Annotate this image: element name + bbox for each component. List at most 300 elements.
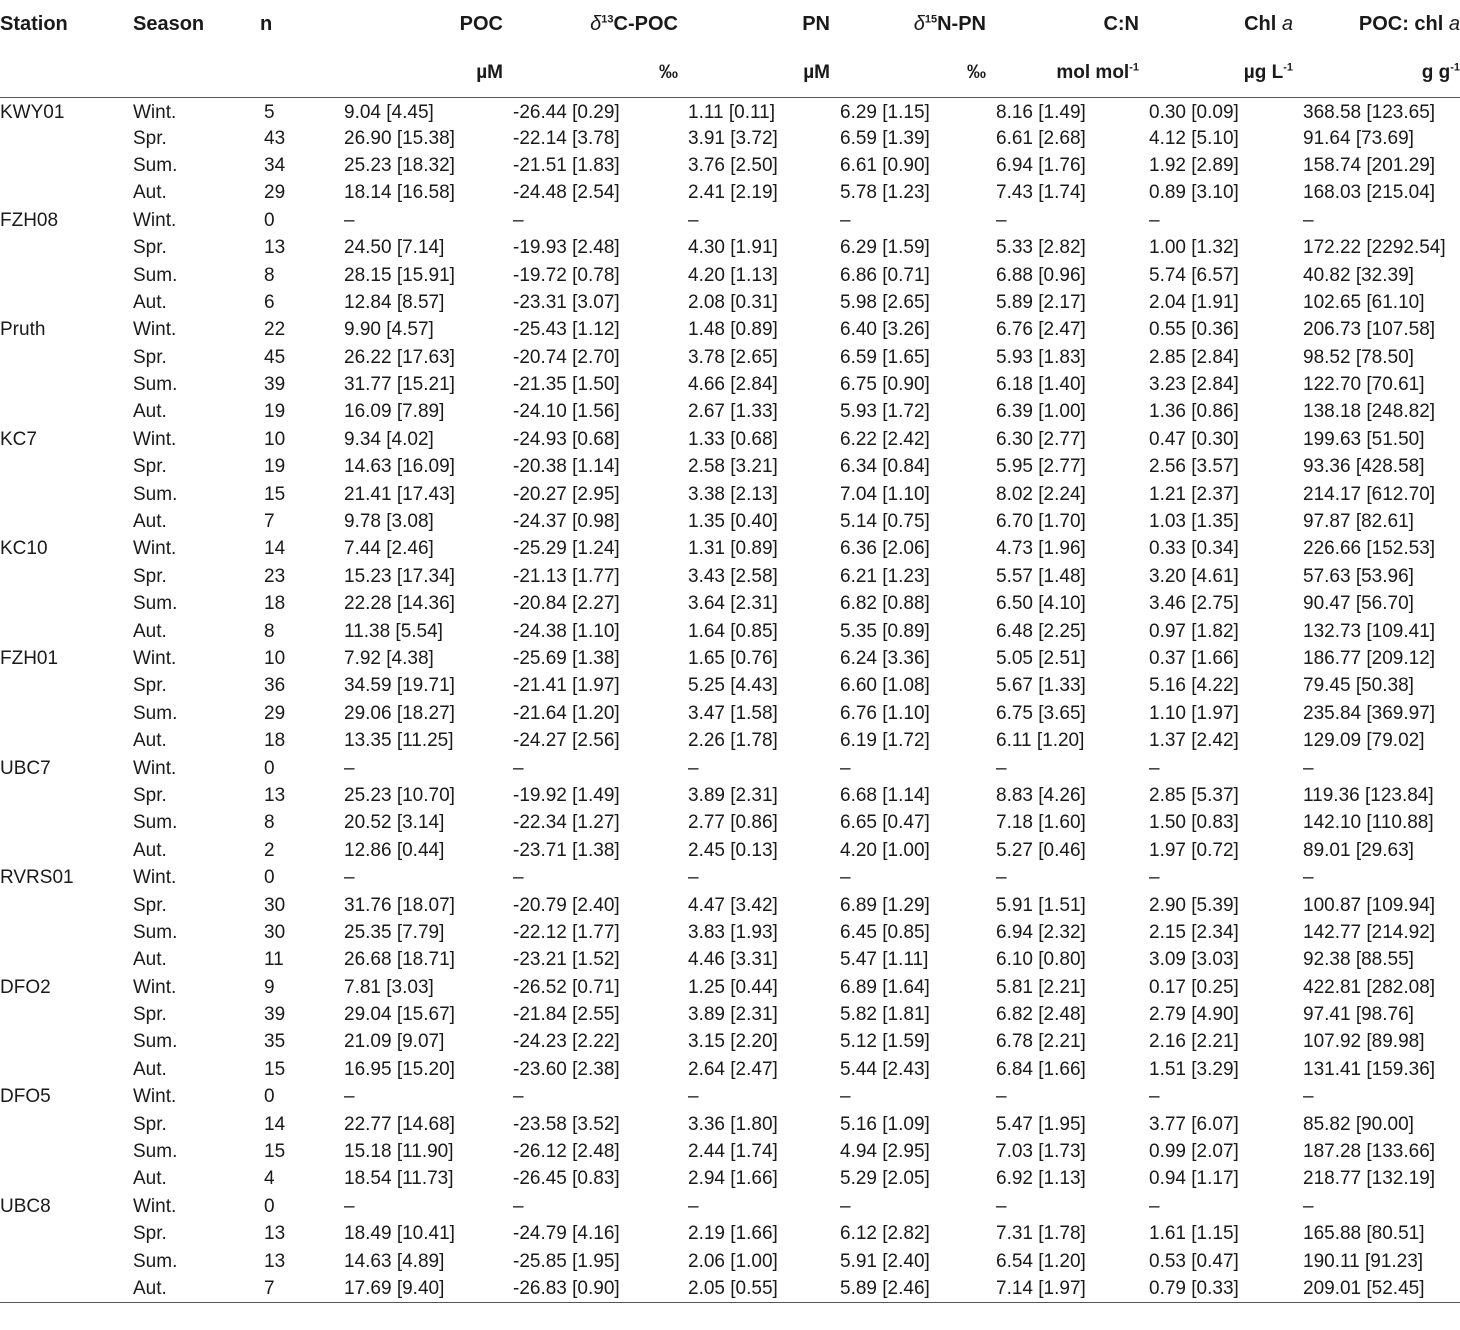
table-row [0,371,1460,398]
cell-poc: 22.77 [14.68] [344,1113,455,1135]
table-row [0,700,1460,727]
unit-label: ‰ [967,62,986,83]
cell-season: Wint. [133,428,177,450]
table-row [0,289,1460,316]
table-row [0,947,1460,974]
cell-pn: 4.47 [3.42] [688,894,778,916]
cell-poc-chl-a: 187.28 [133.66] [1303,1141,1436,1163]
cell-chl-a: 1.50 [0.83] [1149,812,1239,834]
cell-poc: 25.23 [10.70] [344,784,455,806]
cell-station: Pruth [0,319,46,341]
cell-station [0,289,133,316]
cell-pn: – [688,1195,699,1217]
cell-chl-a: 3.23 [2.84] [1149,374,1239,396]
cell-poc-chl-a: 158.74 [201.29] [1303,154,1436,176]
cell-n: 7 [260,1275,334,1302]
cell-c-n: 6.75 [3.65] [996,702,1086,724]
cell-poc: 29.04 [15.67] [344,1004,455,1026]
cell-pn: 3.83 [1.93] [688,921,778,943]
cell-chl-a: 0.17 [0.25] [1149,976,1239,998]
cell-poc-chl-a: 235.84 [369.97] [1303,702,1436,724]
cell-n: 19 [264,456,286,478]
cell-c-n: 6.39 [1.00] [996,401,1086,423]
cell-chl-a: 1.61 [1.15] [1149,1223,1239,1245]
cell-poc-chl-a: 165.88 [80.51] [1303,1223,1425,1245]
cell-station [0,481,133,508]
cell-d15n-pn: 6.45 [0.85] [840,921,930,943]
cell-season: Spr. [133,237,167,259]
cell-d13c-poc: -19.92 [1.49] [513,784,620,806]
cell-d13c-poc: -20.79 [2.40] [513,894,620,916]
cell-pn: 3.78 [2.65] [688,346,778,368]
cell-season: Sum. [133,1031,178,1053]
cell-d13c-poc: – [513,757,524,779]
table-row [0,1029,1460,1056]
cell-d13c-poc: -19.93 [2.48] [513,237,620,259]
cell-c-n: 8.02 [2.24] [996,483,1086,505]
cell-station [0,673,133,700]
cell-pn: – [688,757,699,779]
cell-c-n: 5.95 [2.77] [996,456,1086,478]
cell-d13c-poc: -21.84 [2.55] [513,1004,620,1026]
cell-station [0,1001,133,1028]
cell-d15n-pn: 5.82 [1.81] [840,1004,930,1026]
cell-season: Aut. [133,839,167,861]
header-italic-label: a [1281,13,1293,35]
cell-chl-a: 2.79 [4.90] [1149,1004,1239,1026]
cell-d15n-pn: 6.40 [3.26] [840,319,930,341]
cell-poc: 17.69 [9.40] [334,1275,503,1302]
cell-season: Aut. [133,1058,167,1080]
table-row [0,673,1460,700]
unit-d15n-pn [830,49,986,98]
table-row [0,317,1460,344]
cell-station [0,782,133,809]
cell-pn: – [688,867,699,889]
cell-station [0,892,133,919]
cell-c-n: – [996,1195,1007,1217]
cell-d13c-poc: -24.38 [1.10] [513,620,620,642]
cell-pn: 3.64 [2.31] [688,593,778,615]
cell-station: FZH08 [0,209,59,231]
unit-superscript: -1 [1129,61,1139,74]
cell-poc: 7.44 [2.46] [344,538,434,560]
cell-station [0,591,133,618]
cell-d13c-poc: – [513,1086,524,1108]
cell-season: Wint. [133,102,177,124]
cell-d13c-poc: -23.21 [1.52] [513,949,620,971]
cell-pn: 1.25 [0.44] [688,976,778,998]
cell-c-n: 6.30 [2.77] [996,428,1086,450]
cell-chl-a: 0.30 [0.09] [1149,102,1239,124]
table-row [0,1111,1460,1138]
cell-poc-chl-a: – [1303,1086,1314,1108]
cell-station: FZH01 [0,648,59,669]
cell-poc-chl-a: 199.63 [51.50] [1303,428,1425,450]
cell-d13c-poc: -26.52 [0.71] [513,976,620,998]
cell-c-n: 5.89 [2.17] [996,291,1086,313]
cell-chl-a: 3.09 [3.03] [1149,949,1239,971]
cell-n: 39 [264,1004,286,1026]
cell-chl-a: 2.15 [2.34] [1149,921,1239,943]
cell-poc: 24.50 [7.14] [344,237,445,259]
cell-chl-a: 3.20 [4.61] [1149,565,1239,587]
cell-station [0,508,133,535]
cell-d13c-poc: -26.83 [0.90] [503,1275,678,1302]
cell-d13c-poc: -20.84 [2.27] [513,593,620,615]
cell-n: 0 [264,1086,275,1108]
unit-station [0,49,133,98]
cell-d13c-poc: -20.38 [1.14] [513,456,620,478]
cell-season: Aut. [133,182,167,204]
cell-poc: – [344,1195,355,1217]
cell-d15n-pn: 6.61 [0.90] [840,154,930,176]
cell-pn: 2.77 [0.86] [688,812,778,834]
cell-poc: 31.77 [15.21] [344,374,455,396]
header-isotope-superscript: 13 [601,13,614,26]
unit-poc-chl-a [1293,49,1460,98]
table-body [0,98,1460,1303]
cell-pn: 2.67 [1.33] [688,401,778,423]
cell-season: Sum. [133,483,178,505]
header-label: Station [0,13,68,35]
cell-poc-chl-a: 40.82 [32.39] [1303,264,1414,286]
cell-poc: 29.06 [18.27] [344,702,455,724]
cell-d15n-pn: 5.89 [2.46] [830,1275,986,1302]
cell-poc: 31.76 [18.07] [344,894,455,916]
cell-c-n: 8.83 [4.26] [996,784,1086,806]
cell-c-n: 6.76 [2.47] [996,319,1086,341]
cell-d15n-pn: 4.20 [1.00] [840,839,930,861]
cell-pn: 4.20 [1.13] [688,264,778,286]
cell-station [0,700,133,727]
cell-c-n: 7.43 [1.74] [996,182,1086,204]
cell-pn: 1.65 [0.76] [688,648,778,669]
cell-season: Wint. [133,976,177,998]
cell-d13c-poc: -25.69 [1.38] [513,648,620,669]
cell-c-n: 7.03 [1.73] [996,1141,1086,1163]
cell-poc: 12.86 [0.44] [344,839,445,861]
cell-chl-a: 0.55 [0.36] [1149,319,1239,341]
cell-poc-chl-a: 79.45 [50.38] [1303,675,1414,697]
cell-d15n-pn: 6.68 [1.14] [840,784,930,806]
cell-c-n: 6.18 [1.40] [996,374,1086,396]
cell-d13c-poc: -22.14 [3.78] [513,127,620,149]
cell-d15n-pn: 5.16 [1.09] [840,1113,930,1135]
cell-chl-a: 4.12 [5.10] [1149,127,1239,149]
cell-poc: – [344,757,355,779]
header-row-units [0,49,1460,98]
cell-poc: 7.81 [3.03] [344,976,434,998]
table-row [0,454,1460,481]
unit-superscript: -1 [1283,61,1293,74]
header-delta-symbol: δ [913,13,925,35]
header-label: n [260,13,273,35]
cell-station: KWY01 [0,102,65,124]
cell-poc: 28.15 [15.91] [344,264,455,286]
header-label: N-PN [937,13,986,35]
cell-poc-chl-a: – [1303,1195,1314,1217]
cell-d13c-poc: -26.44 [0.29] [513,102,620,124]
cell-d13c-poc: -24.23 [2.22] [513,1031,620,1053]
cell-chl-a: – [1149,757,1160,779]
cell-season: Sum. [133,593,178,615]
cell-d15n-pn: 6.89 [1.64] [840,976,930,998]
cell-c-n: 7.14 [1.97] [986,1275,1139,1302]
cell-station [0,371,133,398]
cell-poc-chl-a: 107.92 [89.98] [1303,1031,1425,1053]
cell-d15n-pn: 6.89 [1.29] [840,894,930,916]
cell-poc: 20.52 [3.14] [344,812,445,834]
cell-poc: 26.68 [18.71] [344,949,455,971]
cell-d15n-pn: 6.86 [0.71] [840,264,930,286]
cell-n: 43 [264,127,286,149]
cell-n: 35 [264,1031,286,1053]
cell-d15n-pn: 6.76 [1.10] [840,702,930,724]
cell-d13c-poc: -25.29 [1.24] [513,538,620,560]
cell-poc-chl-a: 218.77 [132.19] [1303,1168,1436,1190]
cell-poc: 9.90 [4.57] [344,319,434,341]
header-label: PN [802,13,830,35]
cell-d13c-poc: -19.72 [0.78] [513,264,620,286]
cell-station [0,399,133,426]
cell-d13c-poc: -23.71 [1.38] [513,839,620,861]
cell-season: Sum. [133,921,178,943]
cell-n: 18 [264,593,286,615]
cell-station [0,1056,133,1083]
unit-label: ‰ [659,62,678,83]
cell-c-n: – [996,209,1007,231]
cell-poc-chl-a: 142.10 [110.88] [1303,812,1434,834]
cell-d13c-poc: -22.34 [1.27] [513,812,620,834]
cell-n: 0 [264,1195,275,1217]
table-row [0,645,1460,672]
cell-pn: 3.36 [1.80] [688,1113,778,1135]
cell-n: 36 [264,675,286,697]
cell-d15n-pn: 6.29 [1.15] [840,102,930,124]
cell-c-n: 5.57 [1.48] [996,565,1086,587]
cell-season: Sum. [133,1141,178,1163]
header-label: C:N [1103,13,1139,35]
cell-chl-a: 1.51 [3.29] [1149,1058,1239,1080]
cell-pn: 2.44 [1.74] [688,1141,778,1163]
cell-c-n: 6.50 [4.10] [996,593,1086,615]
cell-season: Aut. [133,949,167,971]
cell-season: Aut. [133,620,167,642]
cell-pn: 3.47 [1.58] [688,702,778,724]
cell-chl-a: 0.79 [0.33] [1139,1275,1293,1302]
cell-chl-a: 0.37 [1.66] [1149,648,1239,669]
cell-n: 11 [264,949,284,971]
cell-d13c-poc: – [513,867,524,889]
cell-poc-chl-a: 206.73 [107.58] [1303,319,1436,341]
cell-chl-a: 2.85 [2.84] [1149,346,1239,368]
table-row [0,1248,1460,1275]
cell-station [0,152,133,179]
cell-season: Sum. [133,154,178,176]
cell-d15n-pn: 6.22 [2.42] [840,428,930,450]
header-poc [334,0,503,49]
cell-n: 15 [264,1058,286,1080]
table-row [0,618,1460,645]
cell-pn: 2.45 [0.13] [688,839,778,861]
cell-poc-chl-a: 93.36 [428.58] [1303,456,1425,478]
cell-chl-a: 3.46 [2.75] [1149,593,1239,615]
cell-poc: 15.23 [17.34] [344,565,455,587]
cell-c-n: 5.27 [0.46] [996,839,1086,861]
header-n [260,0,334,49]
cell-d15n-pn: 6.60 [1.08] [840,675,930,697]
table-row [0,1138,1460,1165]
table-row [0,1001,1460,1028]
cell-c-n: 5.93 [1.83] [996,346,1086,368]
cell-chl-a: – [1149,1195,1160,1217]
cell-poc-chl-a: 97.41 [98.76] [1303,1004,1414,1026]
unit-label: mol mol [1056,62,1130,83]
cell-c-n: 6.48 [2.25] [996,620,1086,642]
cell-station: DFO5 [0,1086,51,1108]
table-row [0,1084,1460,1111]
header-italic-label: a [1448,13,1460,35]
cell-station [0,1111,133,1138]
table-row [0,1221,1460,1248]
cell-poc: 16.09 [7.89] [344,401,445,423]
cell-poc-chl-a: 92.38 [88.55] [1303,949,1414,971]
cell-c-n: 5.33 [2.82] [996,237,1086,259]
table-row [0,180,1460,207]
cell-d13c-poc: -25.43 [1.12] [513,319,620,341]
cell-d13c-poc: -23.58 [3.52] [513,1113,620,1135]
cell-poc-chl-a: 214.17 [612.70] [1303,483,1436,505]
cell-c-n: 6.10 [0.80] [996,949,1086,971]
cell-n: 13 [264,784,286,806]
cell-season: Spr. [133,127,167,149]
cell-chl-a: 2.85 [5.37] [1149,784,1239,806]
cell-n: 30 [264,894,286,916]
cell-d13c-poc: -24.79 [4.16] [513,1223,620,1245]
unit-season [133,49,260,98]
cell-chl-a: 1.97 [0.72] [1149,839,1239,861]
cell-c-n: 6.88 [0.96] [996,264,1086,286]
cell-n: 15 [264,1141,286,1163]
cell-poc: 16.95 [15.20] [344,1058,455,1080]
cell-n: 30 [264,921,286,943]
cell-poc: 26.22 [17.63] [344,346,455,368]
table-row [0,399,1460,426]
cell-season: Wint. [133,319,177,341]
cell-season: Wint. [133,867,177,889]
cell-season: Spr. [133,346,167,368]
cell-d15n-pn: 6.29 [1.59] [840,237,930,259]
cell-chl-a: 2.90 [5.39] [1149,894,1239,916]
cell-poc-chl-a: 131.41 [159.36] [1303,1058,1436,1080]
cell-poc: 11.38 [5.54] [344,620,443,642]
cell-chl-a: 2.16 [2.21] [1149,1031,1239,1053]
cell-d15n-pn: 6.36 [2.06] [840,538,930,560]
table-row [0,892,1460,919]
cell-d15n-pn: 5.29 [2.05] [840,1168,930,1190]
header-row-names [0,0,1460,49]
cell-station: RVRS01 [0,867,74,889]
cell-n: 5 [264,102,275,124]
cell-chl-a: 1.37 [2.42] [1149,730,1239,752]
cell-poc: 34.59 [19.71] [344,675,455,697]
cell-c-n: 5.67 [1.33] [996,675,1086,697]
cell-season: Wint. [133,538,177,560]
header-poc-chl-a [1293,0,1460,49]
cell-pn: 1.35 [0.40] [688,511,778,533]
cell-season: Sum. [133,264,178,286]
header-label: C-POC [613,13,678,35]
cell-n: 19 [264,401,286,423]
cell-d13c-poc: -20.27 [2.95] [513,483,620,505]
cell-poc-chl-a: 89.01 [29.63] [1303,839,1414,861]
cell-season: Aut. [133,1168,167,1190]
cell-poc-chl-a: 142.77 [214.92] [1303,921,1436,943]
cell-poc-chl-a: 98.52 [78.50] [1303,346,1414,368]
unit-superscript: -1 [1450,61,1460,74]
cell-n: 10 [264,428,286,450]
cell-d15n-pn: 6.24 [3.36] [840,648,930,669]
unit-poc [334,49,503,98]
table-row [0,426,1460,453]
cell-d13c-poc: -24.10 [1.56] [513,401,620,423]
cell-poc-chl-a: 91.64 [73.69] [1303,127,1414,149]
table-row [0,1193,1460,1220]
cell-season: Spr. [133,1113,167,1135]
cell-n: 0 [264,757,275,779]
cell-poc-chl-a: 226.66 [152.53] [1303,538,1436,560]
cell-poc-chl-a: 100.87 [109.94] [1303,894,1436,916]
cell-season: Spr. [133,1223,167,1245]
cell-station [0,180,133,207]
cell-poc-chl-a: – [1303,209,1314,231]
cell-n: 4 [264,1168,275,1190]
cell-n: 13 [264,1223,286,1245]
cell-n: 9 [264,976,275,998]
table-row [0,1275,1460,1302]
header-c-n [986,0,1139,49]
cell-n: 0 [264,209,275,231]
cell-poc-chl-a: 57.63 [53.96] [1303,565,1414,587]
table-row [0,919,1460,946]
cell-season: Sum. [133,374,178,396]
table-row [0,563,1460,590]
unit-c-n [986,49,1139,98]
cell-poc-chl-a: – [1303,867,1314,889]
cell-station: UBC7 [0,757,51,779]
cell-poc-chl-a: 90.47 [56.70] [1303,593,1414,615]
cell-station [0,125,133,152]
cell-pn: 2.19 [1.66] [688,1223,778,1245]
cell-season: Wint. [133,1195,177,1217]
cell-chl-a: 0.53 [0.47] [1149,1250,1239,1272]
unit-label: µg L [1243,62,1284,83]
unit-n [260,49,334,98]
cell-d15n-pn: – [840,209,851,231]
cell-chl-a: 2.04 [1.91] [1149,291,1239,313]
cell-season: Spr. [133,565,167,587]
cell-chl-a: 1.03 [1.35] [1149,511,1239,533]
cell-d13c-poc: – [513,209,524,231]
cell-c-n: – [996,867,1007,889]
cell-poc-chl-a: – [1303,757,1314,779]
table-row [0,755,1460,782]
cell-d15n-pn: – [840,1195,851,1217]
cell-n: 8 [264,620,275,642]
cell-d15n-pn: 6.65 [0.47] [840,812,930,834]
table-row [0,262,1460,289]
